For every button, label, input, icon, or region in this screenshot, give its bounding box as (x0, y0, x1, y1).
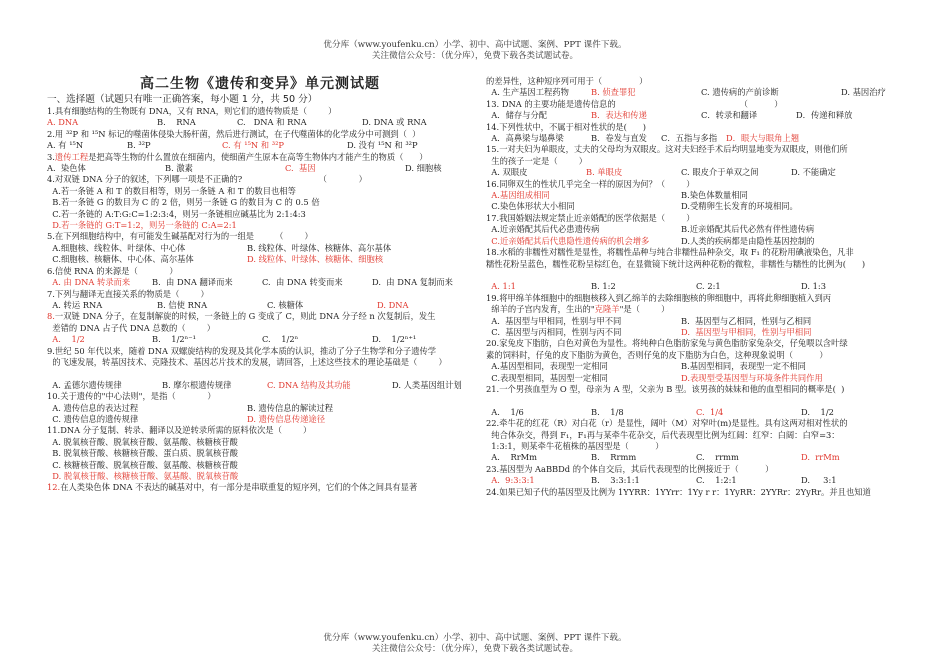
answer-option: D.受精卵生长发育的环境相同。 (681, 201, 798, 212)
answer-option: C. 由 DNA 转变而来 (262, 277, 343, 288)
right-line: 1:3:1，则某牵牛花植株的基因型是（ ） (486, 441, 664, 451)
question-text-segment: 绵羊的子宫内发育，生出的" (486, 304, 595, 315)
question-text-segment: 一双链 DNA 分子，在复制解旋的时候，一条链上的 G 变成了 C，则此 DNA 分子经 n 次复制后，发生 (54, 311, 436, 322)
answer-option: B. 基因型与乙相同，性别与乙相同 (681, 315, 812, 326)
answer-option: C. 1/2ⁿ (262, 334, 299, 345)
left-line (47, 277, 467, 288)
right-line: 21.一个男孩血型为 O 型，母亲为 A 型，父亲为 B 型。该男孩的妹妹和他的血型相同的概率是( ) (486, 383, 845, 394)
left-line (47, 380, 467, 391)
right-line: 素的饲料时，仔兔的皮下脂肪为黄色，否则仔兔的皮下脂肪为白色，这种现象说明（ ） (486, 349, 828, 360)
right-line: 生的孩子一定是（ ） (486, 155, 588, 166)
answer-option: A. 生产基因工程药物 (486, 87, 569, 98)
answer-option: D. 基因治疗 (841, 87, 886, 98)
section-heading: 一、选择题（试题只有唯一正确答案，每小题 1 分，共 50 分） (47, 94, 318, 105)
right-line: 22.牵牛花的红花（R）对白花（r）是显性，阔叶（M）对窄叶(m)是显性。具有这两对相对性状的 (486, 418, 848, 429)
right-line (486, 373, 916, 384)
answer-option: B．卷发与直发 (591, 133, 647, 144)
answer-option: A. 基因型与甲相同，性别与甲不同 (486, 315, 622, 326)
answer-option: A. RrMm (486, 452, 538, 463)
right-line (486, 361, 916, 372)
page-title: 高二生物《遗传和变异》单元测试题 (140, 76, 380, 92)
answer-option: B. 3:3:1:1 (591, 475, 640, 486)
right-line (486, 236, 916, 247)
answer-option: A. 双眼皮 (486, 167, 528, 178)
answer-option: B. 1/2ⁿ⁻¹ (152, 334, 196, 345)
left-line (47, 254, 467, 265)
question-text-segment: 遗传工程 (54, 151, 89, 162)
answer-option: C. 1/4 (696, 406, 724, 417)
right-line (486, 327, 916, 338)
left-line (47, 140, 467, 151)
left-line: B.若一条链 G 的数目为 C 的 2 倍，则另一条链 G 的数目为 C 的 0.5 倍 (47, 197, 320, 208)
left-line (47, 414, 467, 425)
left-line: 4.对双链 DNA 分子的叙述，下列哪一项是不正确的? （ ） (47, 174, 367, 185)
question-text-segment: 12. (47, 482, 61, 493)
answer-option: D. 不能确定 (791, 167, 836, 178)
right-line: 13. DNA 的主要功能是遗传信息的 （ ） (486, 98, 783, 109)
right-line (486, 110, 916, 121)
left-question-list (47, 106, 467, 494)
answer-option: D. 1:3 (801, 281, 826, 292)
answer-option: B. 信使 RNA (157, 299, 208, 310)
answer-option: B. 遗传信息的解读过程 (247, 402, 334, 413)
left-line: 的飞速发展，转基因技术、克隆技术、基因芯片技术的发展，请回答，上述这些技术的理论基础是（ ） (47, 356, 447, 367)
left-line: 10.关于遗传的"中心法则"，是指（ ） (47, 391, 216, 402)
answer-option: A. 遗传信息的表达过程 (47, 402, 139, 413)
left-column (47, 76, 467, 494)
answer-option: D. 遗传信息传递途径 (247, 413, 326, 424)
answer-option: A. 1:1 (486, 281, 516, 292)
answer-option: A.近亲婚配其后代必患遗传病 (486, 224, 600, 235)
right-line: 23.基因型为 AaBBDd 的个体自交后，其后代表现型的比例接近于（ ） (486, 463, 774, 474)
answer-option: D. 线粒体、叶绿体、核糖体、细胞核 (247, 254, 384, 265)
question-text-segment: 8. (47, 311, 55, 322)
answer-option: D. 没有 ¹⁵N 和 ³²P (347, 140, 418, 151)
right-line: 14.下列性状中，不属于相对性状的是( ) (486, 121, 646, 132)
answer-option: C. DNA 和 RNA (237, 117, 307, 128)
answer-option: B. 由 DNA 翻译而来 (152, 277, 233, 288)
answer-option: D. 基因型与甲相同，性别与甲相同 (681, 326, 812, 337)
answer-option: C.表现型相同，基因型一定相同 (486, 372, 608, 383)
right-line (486, 304, 916, 315)
left-line: 6.信使 RNA 的来源是（ ） (47, 265, 178, 276)
right-line (486, 452, 916, 463)
right-line: 的差异性，这种短序列可用于（ ） (486, 76, 648, 86)
left-line: B. 脱氧核苷酸、核糖核苷酸、蛋白质、脱氧核苷酸 (47, 448, 238, 459)
answer-option: C. 核糖体 (267, 299, 304, 310)
answer-option: B. 1/8 (591, 406, 624, 417)
left-line: A. 脱氧核苷酸、脱氧核苷酸、氨基酸、核糖核苷酸 (47, 436, 238, 447)
answer-option: B．表达和传递 (591, 110, 647, 121)
answer-option: B. 线粒体、叶绿体、核糖体、高尔基体 (247, 242, 392, 253)
right-question-list (486, 76, 916, 498)
answer-option: D. 1/2 (801, 406, 834, 417)
answer-option: C.近亲婚配其后代患隐性遗传病的机会增多 (486, 235, 650, 246)
left-line (47, 163, 467, 174)
answer-option: D．眼大与眼角上翘 (726, 133, 800, 144)
right-line: 19.将甲绵羊体细胞中的细胞核移入到乙绵羊的去除细胞核的卵细胞中，再将此卵细胞植入到丙 (486, 292, 832, 303)
left-line: 差错的 DNA 占子代 DNA 总数的（ ） (47, 322, 215, 333)
answer-option: A. 9:3:3:1 (486, 475, 535, 486)
left-line: 7.下列与翻译无直接关系的物质是（ ） (47, 288, 209, 299)
answer-option: D.表现型受基因型与环境条件共同作用 (681, 372, 823, 383)
right-line (486, 270, 916, 281)
answer-option: B. Rrmm (591, 452, 637, 463)
right-line (486, 133, 916, 144)
answer-option: C. DNA 结构及其功能 (267, 379, 351, 390)
left-line: C.若一条链的 A:T:G:C=1:2:3:4，则另一条链相应碱基比为 2:1:4:3 (47, 208, 306, 219)
left-line: C. 核糖核苷酸、脱氧核苷酸、氨基酸、核糖核苷酸 (47, 459, 238, 470)
question-text-segment: 3. (47, 151, 55, 162)
answer-option: B.染色体数量相同 (681, 190, 748, 201)
answer-option: A.基因型相同，表现型一定相同 (486, 361, 608, 372)
right-line (486, 167, 916, 178)
footer-line-1: 优分库（www.youfenku.cn）小学、初中、高中试题、案例、PPT 课件下载。 (323, 633, 627, 643)
answer-option: A．储存与分配 (486, 110, 548, 121)
answer-option: C. 遗传病的产前诊断 (701, 87, 779, 98)
answer-option: C. 基因 (285, 163, 316, 174)
answer-option: D. DNA 或 RNA (362, 117, 427, 128)
right-line (486, 224, 916, 235)
left-line (47, 368, 467, 379)
answer-option: C.细胞核、核糖体、中心体、高尔基体 (47, 254, 194, 265)
answer-option: C.染色体形状大小相同 (486, 201, 575, 212)
footer-line-2: 关注微信公众号：（优分库），免费下载各类试题试卷。 (371, 644, 579, 654)
answer-option: A. 染色体 (47, 163, 86, 174)
answer-option: D. 细胞核 (405, 163, 442, 174)
right-line (486, 87, 916, 98)
answer-option: C. 眼皮介于单双之间 (681, 167, 759, 178)
left-line: 9.世纪 50 年代以来，随着 DNA 双螺旋结构的发现及其化学本质的认识，推动了分子生物学和分子遗传学 (47, 345, 437, 356)
left-line (47, 334, 467, 345)
right-line: 18.水稻的非糯性对糯性是显性，将糯性品种与纯合非糯性品种杂交，取 F₁ 的花粉用碘液染色，凡非 (486, 247, 854, 258)
right-line (486, 201, 916, 212)
answer-option: A. DNA (47, 117, 79, 128)
header-line-2: 关注微信公众号：（优分库），免费下载各类试题试卷。 (371, 51, 579, 61)
answer-option: C．五指与多指 (661, 133, 718, 144)
answer-option: C. 有 ¹⁵N 和 ³²P (222, 140, 284, 151)
answer-option: D．传递和释放 (796, 110, 853, 121)
answer-option: B. 侦查罪犯 (591, 87, 636, 98)
answer-option: D. 由 DNA 复制而来 (372, 277, 453, 288)
left-line (47, 482, 467, 493)
answer-option: A．高鼻梁与塌鼻梁 (486, 133, 564, 144)
answer-option: B.基因型相同，表现型一定不相同 (681, 361, 806, 372)
left-line: 5.在下列细胞结构中，有可能发生碱基配对行为的一组是 （ ） (47, 231, 313, 242)
left-line (47, 117, 467, 128)
header-line-1: 优分库（www.youfenku.cn）小学、初中、高中试题、案例、PPT 课件下载。 (323, 40, 627, 50)
question-text-segment: 克隆羊 (594, 304, 620, 315)
answer-option: A.细胞核、线粒体、叶绿体、中心体 (47, 242, 186, 253)
answer-option: B. ³²P (127, 140, 151, 151)
answer-option: A. 由 DNA 转录而来 (47, 277, 131, 288)
answer-option: D.人类的疾病都是由隐性基因控制的 (681, 235, 815, 246)
left-line: 11.DNA 分子复制、转录、翻译以及逆转录所需的原料依次是（ ） (47, 425, 312, 436)
answer-option: B. 单眼皮 (586, 167, 623, 178)
answer-option: C．转录和翻译 (701, 110, 758, 121)
answer-option: D. 1/2ⁿ⁺¹ (372, 334, 417, 345)
left-line (47, 403, 467, 414)
right-line (486, 316, 916, 327)
answer-option: D. 人类基因组计划 (392, 379, 462, 390)
left-line: 2.用 ³²P 和 ¹⁵N 标记的噬菌体侵染大肠杆菌，然后进行测试，在子代噬菌体的化学成分中可测到（ ） (47, 128, 421, 139)
right-line (486, 407, 916, 418)
answer-option: C. 基因型与丙相同，性别与丙不同 (486, 326, 622, 337)
left-line (47, 243, 467, 254)
right-line: 20.家兔皮下脂肪，白色对黄色为显性。将纯种白色脂肪家兔与黄色脂肪家兔杂交，仔兔喂以含叶绿 (486, 338, 848, 349)
right-line: 糯性花粉呈蓝色，糯性花粉呈棕红色，在显微镜下统计这两种花粉的微粒，非糯性与糯性的比例为( ) (486, 258, 866, 269)
right-line (486, 395, 916, 406)
answer-option: A. 1/2 (47, 334, 85, 345)
answer-option: A. 有 ¹⁵N (47, 140, 84, 151)
left-line (47, 311, 467, 322)
answer-option: B. 1:2 (591, 281, 616, 292)
answer-option: A.基因组成相同 (486, 190, 550, 201)
right-line: 15.一对夫妇为单眼皮，丈夫的父母均为双眼皮。这对夫妇经手术后均明显地变为双眼皮，则他们所 (486, 144, 848, 155)
answer-option: B. 摩尔根遗传规律 (162, 379, 232, 390)
answer-option: A. 孟德尔遗传规律 (47, 379, 122, 390)
question-text-segment: 是把高等生物的什么置放在细菌内，使细菌产生原本在高等生物体内才能产生的物质（ ） (88, 151, 428, 162)
left-line (47, 300, 467, 311)
left-line: A.若一条链 A 和 T 的数目相等，则另一条链 A 和 T 的数目也相等 (47, 185, 296, 196)
left-line: D.若一条链的 G:T=1:2，则另一条链的 C:A=2:1 (47, 220, 237, 231)
answer-option: B. RNA (157, 117, 196, 128)
left-line: D. 脱氧核苷酸、核糖核苷酸、氨基酸、脱氧核苷酸 (47, 471, 239, 481)
answer-option: A. 转运 RNA (47, 299, 103, 310)
answer-option: D. 3:1 (801, 475, 837, 486)
answer-option: B.近亲婚配其后代必然有伴性遗传病 (681, 224, 815, 235)
answer-option: A. 1/6 (486, 406, 524, 417)
right-line: 纯合体杂交，得到 F₁，F₁再与某牵牛花杂交，后代表现型比例为红阔：红窄：白阔：白窄=3： (486, 429, 840, 440)
right-line: 17.我国婚姻法规定禁止近亲婚配的医学依据是（ ） (486, 212, 695, 223)
right-line (486, 281, 916, 292)
answer-option: C. rrmm (696, 452, 739, 463)
right-line: 16.同卵双生的性状几乎完全一样的原因为何？（ ） (486, 178, 695, 189)
right-line: 24.如果已知子代的基因型及比例为 1YYRR：1YYrr：1Yy r r：1YyRR：2YYRr：2YyRr。并且也知道 (486, 486, 871, 497)
answer-option: B. 激素 (165, 163, 193, 174)
right-line (486, 190, 916, 201)
answer-option: C. 2:1 (696, 281, 721, 292)
right-column (486, 76, 916, 498)
question-text-segment: 在人类染色体 DNA 不表达的碱基对中，有一部分是串联重复的短序列，它们的个体之间具有显著 (60, 482, 418, 493)
answer-option: D. rrMm (801, 452, 840, 463)
answer-option: C. 遗传信息的遗传规律 (47, 413, 139, 424)
right-line (486, 475, 916, 486)
left-line: 1.具有细胞结构的生物既有 DNA，又有 RNA，则它们的遗传物质是（ ） (47, 106, 337, 116)
answer-option: C. 1:2:1 (696, 475, 737, 486)
left-line (47, 152, 467, 163)
answer-option: D. DNA (377, 299, 409, 310)
question-text-segment: "是（ ） (619, 304, 670, 315)
